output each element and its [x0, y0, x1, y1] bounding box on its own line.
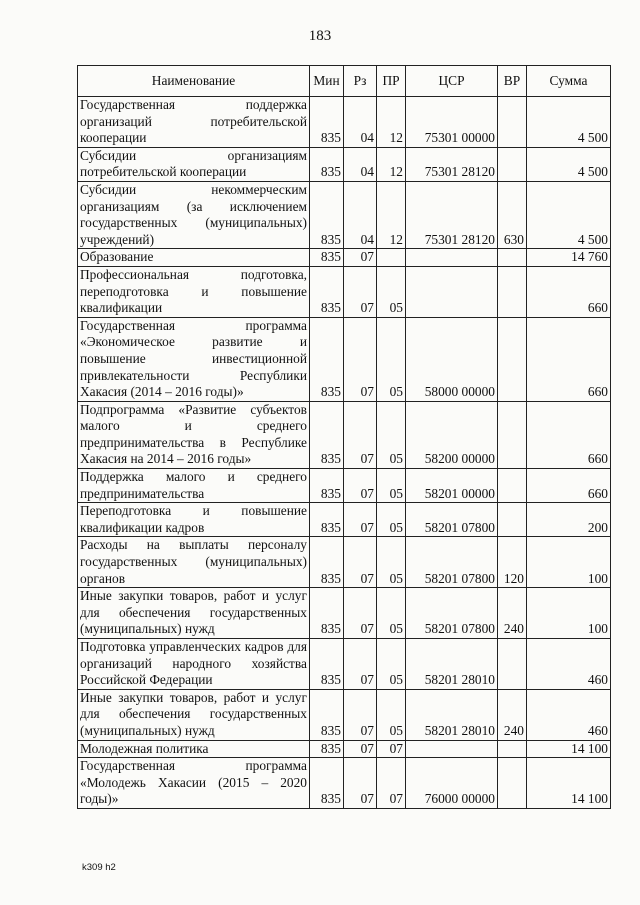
row-rz-cell: 07 — [344, 537, 377, 588]
row-sum-cell: 200 — [527, 503, 611, 537]
row-name-cell: Молодежная политика — [78, 740, 310, 758]
row-rz-cell: 07 — [344, 249, 377, 267]
row-pr-cell: 07 — [377, 758, 406, 809]
row-rz-cell: 07 — [344, 689, 377, 740]
row-min-cell: 835 — [310, 639, 344, 690]
row-csr-cell: 58201 07800 — [406, 537, 498, 588]
row-name-cell: Государственная программа «Экономическое развитие и повышение инвестиционной привлекательности Республики Хакасия (2014 – 2016 годы)» — [78, 317, 310, 401]
row-name-cell: Поддержка малого и среднего предпринимательства — [78, 469, 310, 503]
row-pr-cell: 05 — [377, 266, 406, 317]
table-row — [78, 740, 611, 758]
row-vr-cell — [498, 639, 527, 690]
table-row — [78, 181, 611, 248]
row-min-cell: 835 — [310, 266, 344, 317]
table-row — [78, 758, 611, 809]
row-min-cell: 835 — [310, 758, 344, 809]
row-vr-cell — [498, 401, 527, 468]
row-pr-cell: 12 — [377, 147, 406, 181]
col-header-sum: Сумма — [527, 66, 611, 97]
row-sum-cell: 4 500 — [527, 147, 611, 181]
row-pr-cell: 05 — [377, 401, 406, 468]
row-vr-cell — [498, 249, 527, 267]
row-name-cell: Иные закупки товаров, работ и услуг для обеспечения государственных (муниципальных) нужд — [78, 689, 310, 740]
row-sum-cell: 660 — [527, 469, 611, 503]
row-sum-cell: 4 500 — [527, 97, 611, 148]
row-min-cell: 835 — [310, 503, 344, 537]
row-csr-cell: 58201 00000 — [406, 469, 498, 503]
table-row — [78, 317, 611, 401]
row-sum-cell: 100 — [527, 588, 611, 639]
row-pr-cell — [377, 249, 406, 267]
table-row — [78, 689, 611, 740]
row-csr-cell: 75301 28120 — [406, 181, 498, 248]
row-rz-cell: 07 — [344, 639, 377, 690]
footer-code: k309 h2 — [82, 862, 116, 873]
row-csr-cell: 75301 28120 — [406, 147, 498, 181]
row-vr-cell: 240 — [498, 588, 527, 639]
table-row — [78, 537, 611, 588]
row-sum-cell: 4 500 — [527, 181, 611, 248]
row-sum-cell: 100 — [527, 537, 611, 588]
col-header-min: Мин — [310, 66, 344, 97]
row-pr-cell: 05 — [377, 689, 406, 740]
row-min-cell: 835 — [310, 588, 344, 639]
row-sum-cell: 14 100 — [527, 758, 611, 809]
col-header-rz: Рз — [344, 66, 377, 97]
table-row — [78, 97, 611, 148]
row-vr-cell: 120 — [498, 537, 527, 588]
row-name-cell: Расходы на выплаты персоналу государственных (муниципальных) органов — [78, 537, 310, 588]
row-pr-cell: 05 — [377, 469, 406, 503]
col-header-csr: ЦСР — [406, 66, 498, 97]
row-rz-cell: 07 — [344, 740, 377, 758]
row-name-cell: Субсидии некоммерческим организациям (за исключением государственных (муниципальных) учреждений) — [78, 181, 310, 248]
row-vr-cell: 240 — [498, 689, 527, 740]
table-row — [78, 588, 611, 639]
row-min-cell: 835 — [310, 249, 344, 267]
table-header-row — [78, 66, 611, 97]
row-pr-cell: 05 — [377, 639, 406, 690]
row-csr-cell: 58201 28010 — [406, 639, 498, 690]
table-row — [78, 401, 611, 468]
row-vr-cell — [498, 317, 527, 401]
table-row — [78, 249, 611, 267]
row-pr-cell: 05 — [377, 503, 406, 537]
row-rz-cell: 04 — [344, 97, 377, 148]
row-rz-cell: 07 — [344, 758, 377, 809]
row-sum-cell: 14 100 — [527, 740, 611, 758]
row-rz-cell: 04 — [344, 181, 377, 248]
row-min-cell: 835 — [310, 181, 344, 248]
row-rz-cell: 04 — [344, 147, 377, 181]
row-sum-cell: 14 760 — [527, 249, 611, 267]
col-header-vr: ВР — [498, 66, 527, 97]
col-header-name: Наименование — [78, 66, 310, 97]
row-min-cell: 835 — [310, 740, 344, 758]
row-rz-cell: 07 — [344, 469, 377, 503]
table-row — [78, 639, 611, 690]
row-pr-cell: 05 — [377, 537, 406, 588]
row-vr-cell — [498, 266, 527, 317]
row-pr-cell: 07 — [377, 740, 406, 758]
row-csr-cell: 75301 00000 — [406, 97, 498, 148]
row-csr-cell: 58201 07800 — [406, 503, 498, 537]
row-pr-cell: 05 — [377, 588, 406, 639]
row-vr-cell — [498, 503, 527, 537]
row-sum-cell: 660 — [527, 401, 611, 468]
row-min-cell: 835 — [310, 401, 344, 468]
row-min-cell: 835 — [310, 689, 344, 740]
row-min-cell: 835 — [310, 97, 344, 148]
row-vr-cell: 630 — [498, 181, 527, 248]
row-name-cell: Подготовка управленческих кадров для организаций народного хозяйства Российской Федерации — [78, 639, 310, 690]
row-rz-cell: 07 — [344, 588, 377, 639]
row-name-cell: Переподготовка и повышение квалификации кадров — [78, 503, 310, 537]
row-name-cell: Государственная поддержка организаций потребительской кооперации — [78, 97, 310, 148]
row-name-cell: Иные закупки товаров, работ и услуг для обеспечения государственных (муниципальных) нужд — [78, 588, 310, 639]
row-csr-cell: 58201 07800 — [406, 588, 498, 639]
table-row — [78, 503, 611, 537]
row-csr-cell — [406, 249, 498, 267]
row-csr-cell: 76000 00000 — [406, 758, 498, 809]
row-min-cell: 835 — [310, 317, 344, 401]
row-min-cell: 835 — [310, 537, 344, 588]
row-vr-cell — [498, 147, 527, 181]
budget-table — [77, 65, 611, 809]
row-rz-cell: 07 — [344, 503, 377, 537]
row-min-cell: 835 — [310, 147, 344, 181]
row-pr-cell: 12 — [377, 181, 406, 248]
row-min-cell: 835 — [310, 469, 344, 503]
table-row — [78, 469, 611, 503]
row-sum-cell: 460 — [527, 639, 611, 690]
row-rz-cell: 07 — [344, 401, 377, 468]
row-rz-cell: 07 — [344, 266, 377, 317]
table-row — [78, 147, 611, 181]
row-vr-cell — [498, 740, 527, 758]
row-csr-cell — [406, 740, 498, 758]
row-csr-cell: 58200 00000 — [406, 401, 498, 468]
row-csr-cell: 58201 28010 — [406, 689, 498, 740]
row-csr-cell — [406, 266, 498, 317]
row-rz-cell: 07 — [344, 317, 377, 401]
row-vr-cell — [498, 758, 527, 809]
table-row — [78, 266, 611, 317]
row-vr-cell — [498, 469, 527, 503]
row-name-cell: Профессиональная подготовка, переподготовка и повышение квалификации — [78, 266, 310, 317]
row-sum-cell: 660 — [527, 317, 611, 401]
page-number: 183 — [308, 28, 332, 44]
row-name-cell: Субсидии организациям потребительской кооперации — [78, 147, 310, 181]
row-pr-cell: 05 — [377, 317, 406, 401]
row-vr-cell — [498, 97, 527, 148]
row-name-cell: Подпрограмма «Развитие субъектов малого и среднего предпринимательства в Республике Хакасия на 2014 – 2016 годы» — [78, 401, 310, 468]
row-name-cell: Государственная программа «Молодежь Хакасии (2015 – 2020 годы)» — [78, 758, 310, 809]
row-sum-cell: 460 — [527, 689, 611, 740]
row-name-cell: Образование — [78, 249, 310, 267]
row-pr-cell: 12 — [377, 97, 406, 148]
row-sum-cell: 660 — [527, 266, 611, 317]
row-csr-cell: 58000 00000 — [406, 317, 498, 401]
col-header-pr: ПР — [377, 66, 406, 97]
